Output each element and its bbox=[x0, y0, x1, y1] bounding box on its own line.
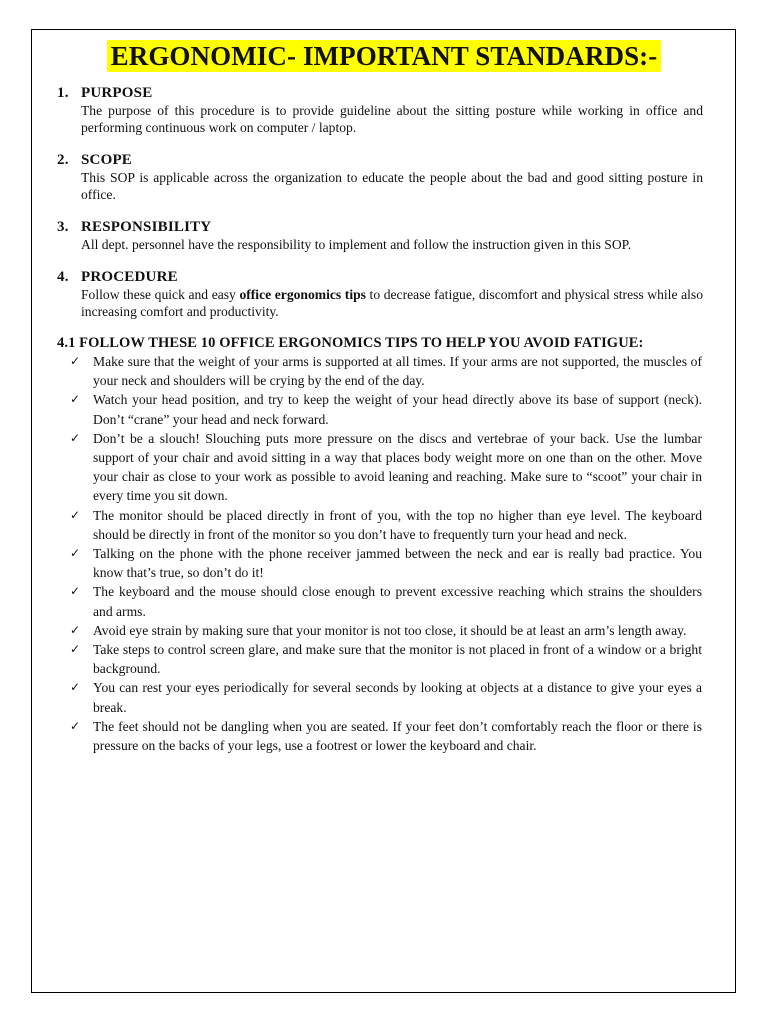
section-title: RESPONSIBILITY bbox=[81, 219, 212, 235]
section-number: 1. bbox=[57, 85, 69, 101]
list-item bbox=[68, 621, 702, 640]
section-title: PROCEDURE bbox=[81, 269, 178, 285]
section-number: 4. bbox=[57, 269, 69, 285]
section-procedure bbox=[57, 268, 703, 320]
list-item bbox=[68, 390, 702, 428]
section-title: SCOPE bbox=[81, 152, 133, 168]
section-purpose bbox=[57, 84, 703, 136]
checkmark-icon: ✓ bbox=[70, 680, 81, 695]
list-item bbox=[68, 678, 702, 716]
section-title: PURPOSE bbox=[81, 85, 153, 101]
checkmark-icon: ✓ bbox=[70, 584, 81, 599]
list-item bbox=[68, 544, 702, 582]
tips-list bbox=[68, 352, 702, 755]
section-body bbox=[81, 286, 703, 320]
tip-text: Watch your head position, and try to keep the weight of your head directly above its base of support (neck). Don’t “crane” your head and neck forward. bbox=[93, 392, 702, 427]
tip-text: Don’t be a slouch! Slouching puts more pressure on the discs and vertebrae of your back. Use the lumbar support of your chair and avoid sitting in a way that places body weight more on one than on the other. Move your chair as close to your work as possible to avoid leaning and reaching. Make sure to “scoot” your chair in every time you sit down. bbox=[93, 430, 702, 504]
checkmark-icon: ✓ bbox=[70, 430, 81, 445]
list-item bbox=[68, 582, 702, 620]
tip-text: Talking on the phone with the phone receiver jammed between the neck and ear is really bad practice. You know that’s true, so don’t do it! bbox=[93, 546, 702, 581]
section-number: 3. bbox=[57, 219, 69, 235]
section-heading bbox=[57, 151, 703, 169]
tip-text: Take steps to control screen glare, and make sure that the monitor is not placed in front of a window or a bright background. bbox=[93, 642, 702, 677]
checkmark-icon: ✓ bbox=[70, 546, 81, 561]
checkmark-icon: ✓ bbox=[70, 354, 81, 368]
section-heading bbox=[57, 84, 703, 102]
section-heading bbox=[57, 218, 703, 236]
section-responsibility bbox=[57, 218, 703, 253]
tip-text: The keyboard and the mouse should close enough to prevent excessive reaching which strains the shoulders and arms. bbox=[93, 584, 702, 619]
tip-text: Make sure that the weight of your arms is supported at all times. If your arms are not supported, the muscles of your neck and shoulders will be crying by the end of the day. bbox=[93, 354, 702, 389]
procedure-text-start: Follow these quick and easy bbox=[81, 287, 240, 302]
section-body: The purpose of this procedure is to provide guideline about the sitting posture while working in office and performing continuous work on computer / laptop. bbox=[81, 103, 703, 135]
section-heading bbox=[57, 268, 703, 286]
list-item bbox=[68, 717, 702, 755]
checkmark-icon: ✓ bbox=[70, 622, 81, 637]
list-item bbox=[68, 429, 702, 506]
section-scope bbox=[57, 151, 703, 203]
document-title: ERGONOMIC- IMPORTANT STANDARDS:- bbox=[107, 40, 662, 72]
section-body: All dept. personnel have the responsibility to implement and follow the instruction given in this SOP. bbox=[81, 237, 632, 252]
procedure-bold-phrase: office ergonomics tips bbox=[239, 287, 366, 302]
tip-text: The monitor should be placed directly in front of you, with the top no higher than eye level. The keyboard should be directly in front of the monitor so you don’t have to frequently turn your head and neck. bbox=[93, 507, 702, 542]
tip-text: The feet should not be dangling when you are seated. If your feet don’t comfortably reach the floor or there is pressure on the backs of your legs, use a footrest or lower the keyboard and chair. bbox=[93, 718, 702, 754]
section-body: This SOP is applicable across the organization to educate the people about the bad and good sitting posture in office. bbox=[81, 170, 703, 202]
list-item bbox=[68, 640, 702, 678]
section-number: 2. bbox=[57, 152, 69, 168]
tip-text: Avoid eye strain by making sure that your monitor is not too close, it should be at least an arm’s length away. bbox=[93, 622, 687, 638]
checkmark-icon: ✓ bbox=[70, 507, 81, 522]
checkmark-icon: ✓ bbox=[70, 392, 81, 407]
list-item bbox=[68, 506, 702, 544]
checkmark-icon: ✓ bbox=[70, 642, 81, 657]
tip-text: You can rest your eyes periodically for several seconds by looking at objects at a distance to give your eyes a break. bbox=[93, 680, 702, 715]
title-container bbox=[0, 40, 768, 72]
tips-heading: 4.1 FOLLOW THESE 10 OFFICE ERGONOMICS TIPS TO HELP YOU AVOID FATIGUE: bbox=[57, 335, 644, 351]
list-item bbox=[68, 352, 702, 390]
procedure-text-end: to decrease fatigue, discomfort and physical stress while also increasing comfort and productivity. bbox=[81, 287, 703, 319]
checkmark-icon: ✓ bbox=[70, 718, 81, 733]
